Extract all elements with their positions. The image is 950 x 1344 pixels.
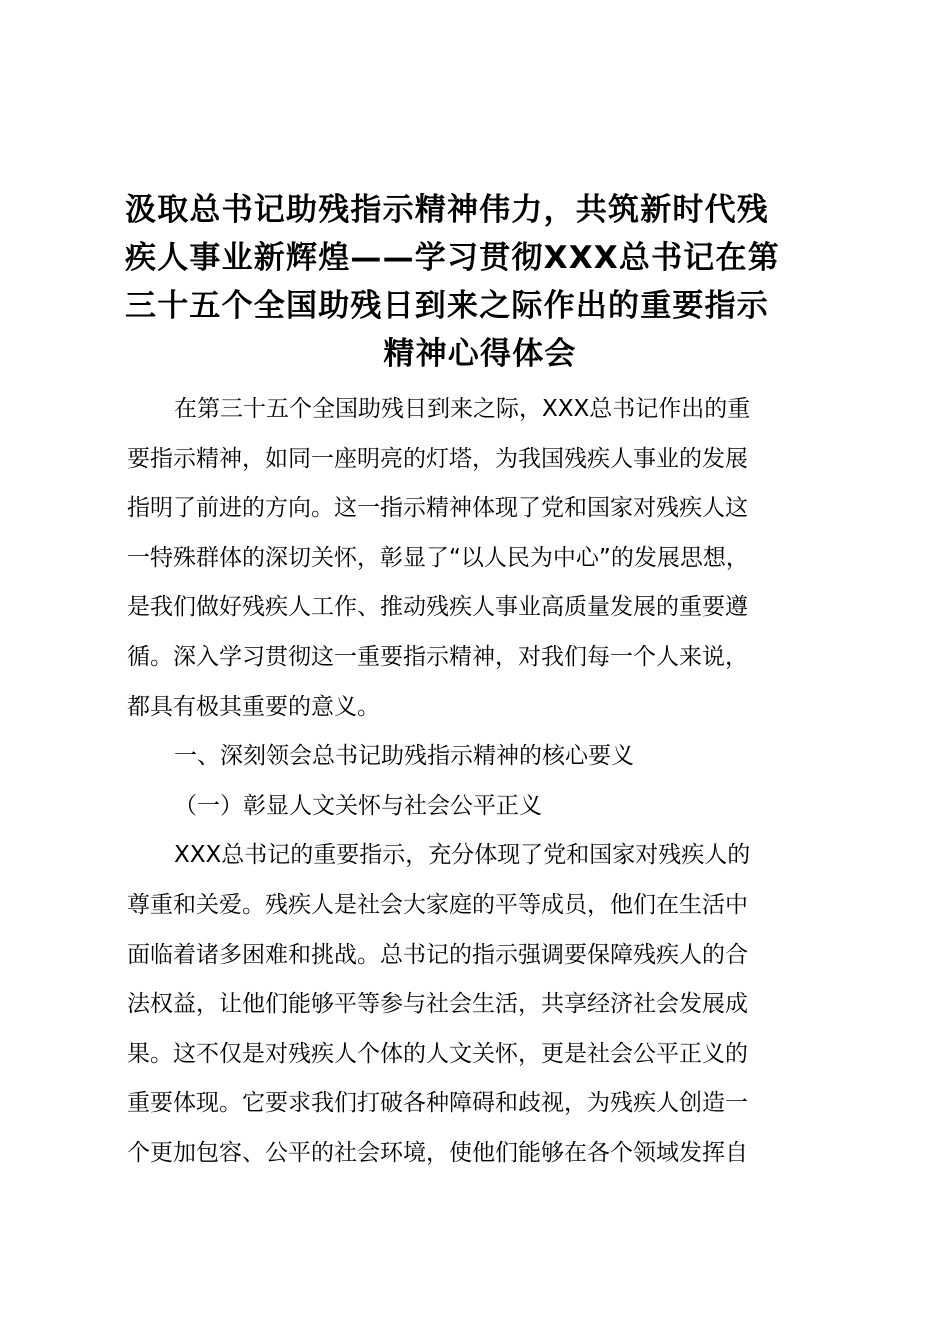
document-title	[125, 186, 835, 378]
paragraph-line: 尊重和关爱。残疾人是社会大家庭的平等成员，他们在生活中	[127, 891, 748, 918]
title-line: 疾人事业新辉煌——学习贯彻XXX总书记在第	[125, 240, 780, 276]
paragraph-line: 一特殊群体的深切关怀，彰显了“以人民为中心”的发展思想，	[127, 544, 749, 571]
paragraph-line: 都具有极其重要的意义。	[127, 693, 380, 720]
paragraph-line: 循。深入学习贯彻这一重要指示精神，对我们每一个人来说，	[127, 643, 748, 670]
title-line: 精神心得体会	[383, 336, 577, 372]
paragraph-line: 是我们做好残疾人工作、推动残疾人事业高质量发展的重要遵	[127, 594, 748, 621]
document-body	[127, 385, 847, 1179]
body-paragraph	[127, 831, 847, 1178]
paragraph-line: 果。这不仅是对残疾人个体的人文关怀，更是社会公平正义的	[127, 1040, 748, 1067]
title-line: 汲取总书记助残指示精神伟力，共筑新时代残	[125, 192, 769, 228]
paragraph-line: 在第三十五个全国助残日到来之际，XXX总书记作出的重	[174, 396, 751, 422]
paragraph-line: 个更加包容、公平的社会环境，使他们能够在各个领域发挥自	[127, 1139, 748, 1166]
paragraph-line: XXX总书记的重要指示，充分体现了党和国家对残疾人的	[174, 842, 751, 869]
section-heading: 一、深刻领会总书记助残指示精神的核心要义	[174, 743, 634, 770]
paragraph-line: 要指示精神，如同一座明亮的灯塔，为我国残疾人事业的发展	[127, 445, 748, 472]
paragraph-line: 法权益，让他们能够平等参与社会生活，共享经济社会发展成	[127, 991, 748, 1018]
paragraph-line: 面临着诸多困难和挑战。总书记的指示强调要保障残疾人的合	[127, 941, 748, 968]
title-line: 三十五个全国助残日到来之际作出的重要指示	[125, 288, 769, 324]
intro-paragraph	[127, 385, 847, 732]
paragraph-line: 指明了前进的方向。这一指示精神体现了党和国家对残疾人这	[127, 495, 748, 522]
paragraph-line: 重要体现。它要求我们打破各种障碍和歧视，为残疾人创造一	[127, 1090, 748, 1117]
subsection-heading: （一）彰显人文关怀与社会公平正义	[174, 792, 542, 819]
